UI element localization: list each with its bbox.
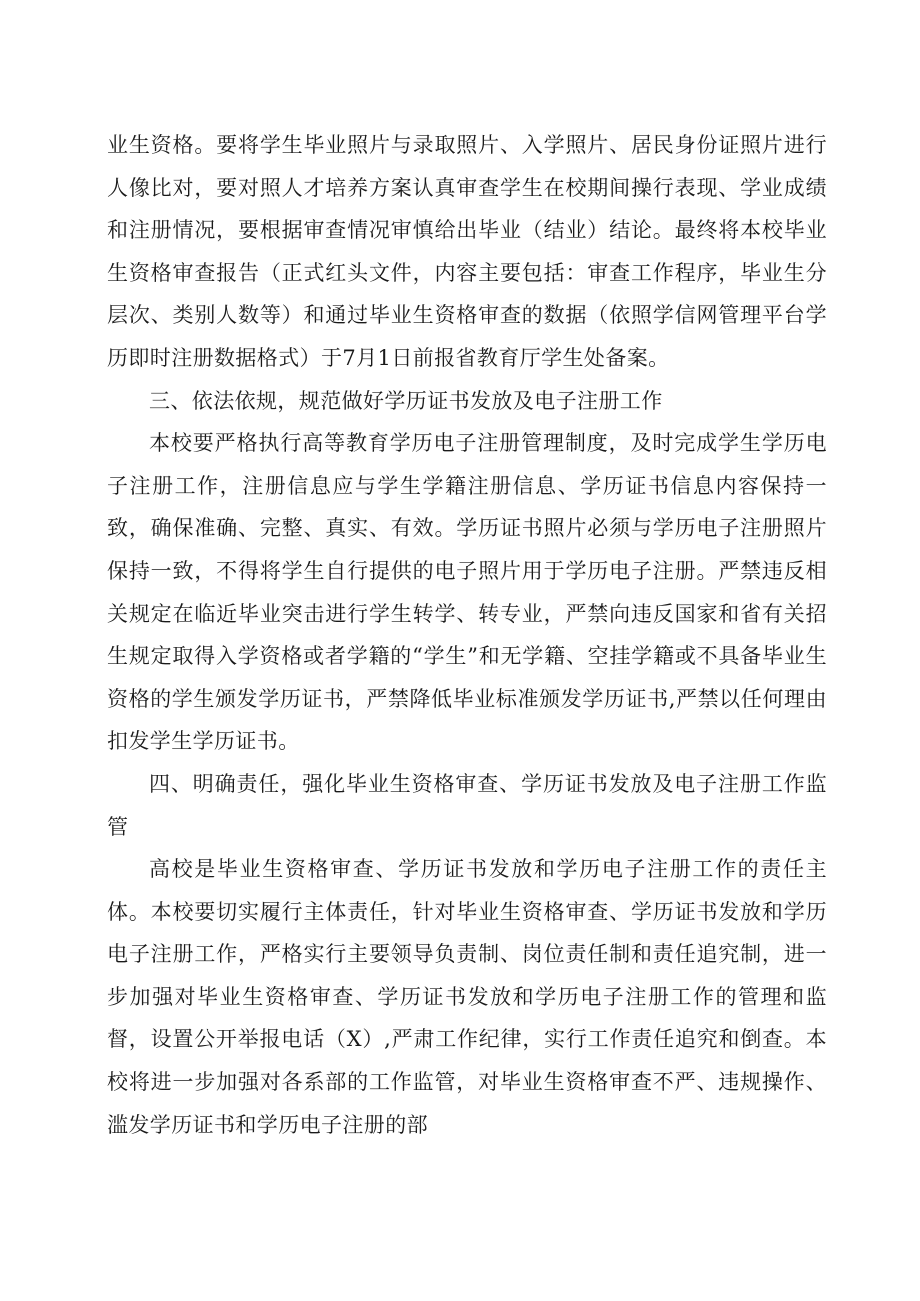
paragraph-electronic-registration: 本校要严格执行高等教育学历电子注册管理制度，及时完成学生学历电子注册工作，注册信息应与学生学籍注册信息、学历证书信息内容保持一致，确保准确、完整、真实、有效。学历证书照片必须与学历电子注册照片保持一致，不得将学生自行提供的电子照片用于学历电子注册。严禁违反相关规定在临近毕业突击进行学生转学、转专业，严禁向违反国家和省有关招生规定取得入学资格或者学籍的“学生”和无学籍、空挂学籍或不具备毕业生资格的学生颁发学历证书，严禁降低毕业标准颁发学历证书,严禁以任何理由扣发学生学历证书。 [107,431,827,754]
document-page [107,124,827,1146]
section-heading-four: 四、明确责任，强化毕业生资格审查、学历证书发放及电子注册工作监管 [107,771,827,839]
paragraph-graduate-qualification-review: 业生资格。要将学生毕业照片与录取照片、入学照片、居民身份证照片进行人像比对，要对照人才培养方案认真审查学生在校期间操行表现、学业成绩和注册情况，要根据审查情况审慎给出毕业（结业）结论。最终将本校毕业生资格审查报告（正式红头文件，内容主要包括：审查工作程序，毕业生分层次、类别人数等）和通过毕业生资格审查的数据（依照学信网管理平台学历即时注册数据格式）于7月1日前报省教育厅学生处备案。 [107,133,827,370]
paragraph-responsibility-supervision: 高校是毕业生资格审查、学历证书发放和学历电子注册工作的责任主体。本校要切实履行主体责任，针对毕业生资格审查、学历证书发放和学历电子注册工作，严格实行主要领导负责制、岗位责任制和责任追究制，进一步加强对毕业生资格审查、学历证书发放和学历电子注册工作的管理和监督，设置公开举报电话（X）,严肃工作纪律，实行工作责任追究和倒查。本校将进一步加强对各系部的工作监管，对毕业生资格审查不严、违规操作、滥发学历证书和学历电子注册的部 [107,857,827,1137]
section-heading-three: 三、依法依规，规范做好学历证书发放及电子注册工作 [149,388,663,413]
